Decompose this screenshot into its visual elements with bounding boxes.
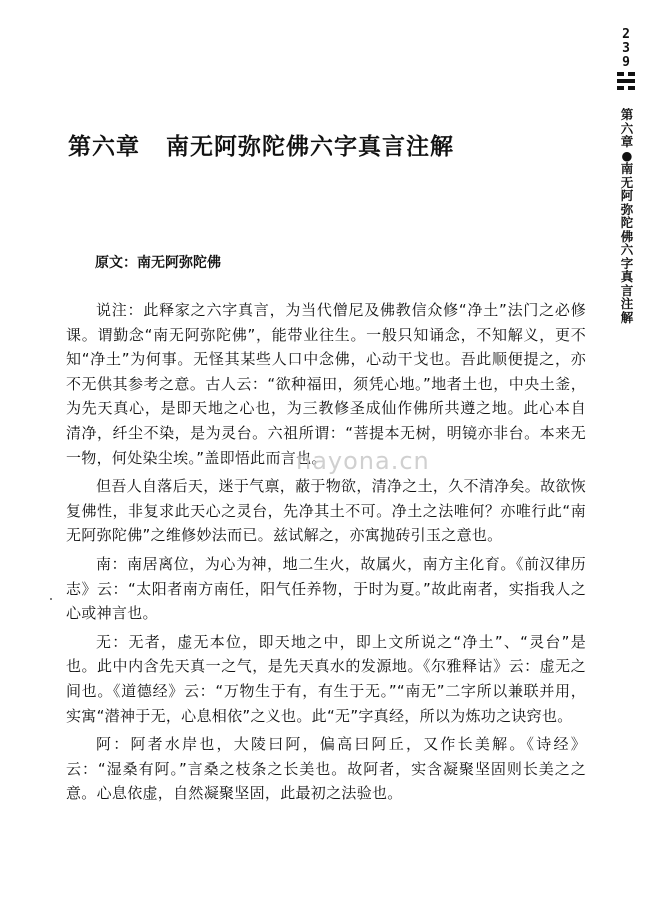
paragraph-restoration: 但吾人自落后天，迷于气禀，蔽于物欲，清净之土，久不清净矣。故欲恢复佛性，非复求此天心之灵台，先净其土不可。净土之法唯何？亦唯行此“南无阿弥陀佛”之维修妙法而已。兹试解之，亦寓抛砖引玉之意也。 [66, 477, 586, 545]
original-text-line: 原文：南无阿弥陀佛 [95, 255, 221, 271]
page-number [618, 28, 634, 70]
side-section-title: 第六章●南无阿弥陀佛六字真言注解 [620, 107, 634, 325]
watermark: nayona.cn [296, 447, 430, 475]
chapter-number: 第六章 [68, 133, 140, 160]
paragraph-commentary: 说注：此释家之六字真言，为当代僧尼及佛教信众修“净土”法门之必修课。谓勤念“南无阿弥陀佛”，能带业往生。一般只知诵念，不知解义，更不知“净土”为何事。无怪其某些人口中念佛，心动干戈也。吾此顺便提之，亦不无供其参考之意。古人云：“欲种福田，须凭心地。”地者土也，中央土釜，为先天真心，是即天地之心也，为三教修圣成仙作佛所共遵之地。此心本自清净，纤尘不染，是为灵台。六祖所谓：“菩提本无树，明镜亦非台。本来无一物，何处染尘埃。”盖即悟此而言也。 [66, 301, 586, 467]
chapter-title: 南无阿弥陀佛六字真言注解 [166, 133, 454, 160]
scan-speck [50, 598, 52, 600]
trigram-icon [617, 72, 635, 93]
chapter-heading [68, 128, 454, 161]
paragraph-wu: 无：无者，虚无本位，即天地之中，即上文所说之“净土”、“灵台”是也。此中内含先天真一之气，是先天真水的发源地。《尔雅释诂》云：虚无之间也。《道德经》云：“万物生于有，有生于无。”“南无”二字所以兼联并用，实寓“潜神于无，心息相依”之义也。此“无”字真经，所以为炼功之诀窍也。 [66, 632, 586, 725]
paragraph-a: 阿：阿者水岸也，大陵曰阿，偏高曰阿丘，又作长美解。《诗经》云：“湿桑有阿。”言桑之枝条之长美也。故阿者，实含凝聚坚固则长美之之意。心息依虚，自然凝聚坚固，此最初之法验也。 [66, 735, 586, 803]
body-text [66, 298, 586, 810]
page-number-text: 2 3 9 [622, 27, 630, 70]
paragraph-nan: 南：南居离位，为心为神，地二生火，故属火，南方主化育。《前汉律历志》云：“太阳者南方南任，阳气任养物，于时为夏。”故此南者，实指我人之心或神言也。 [66, 554, 586, 623]
